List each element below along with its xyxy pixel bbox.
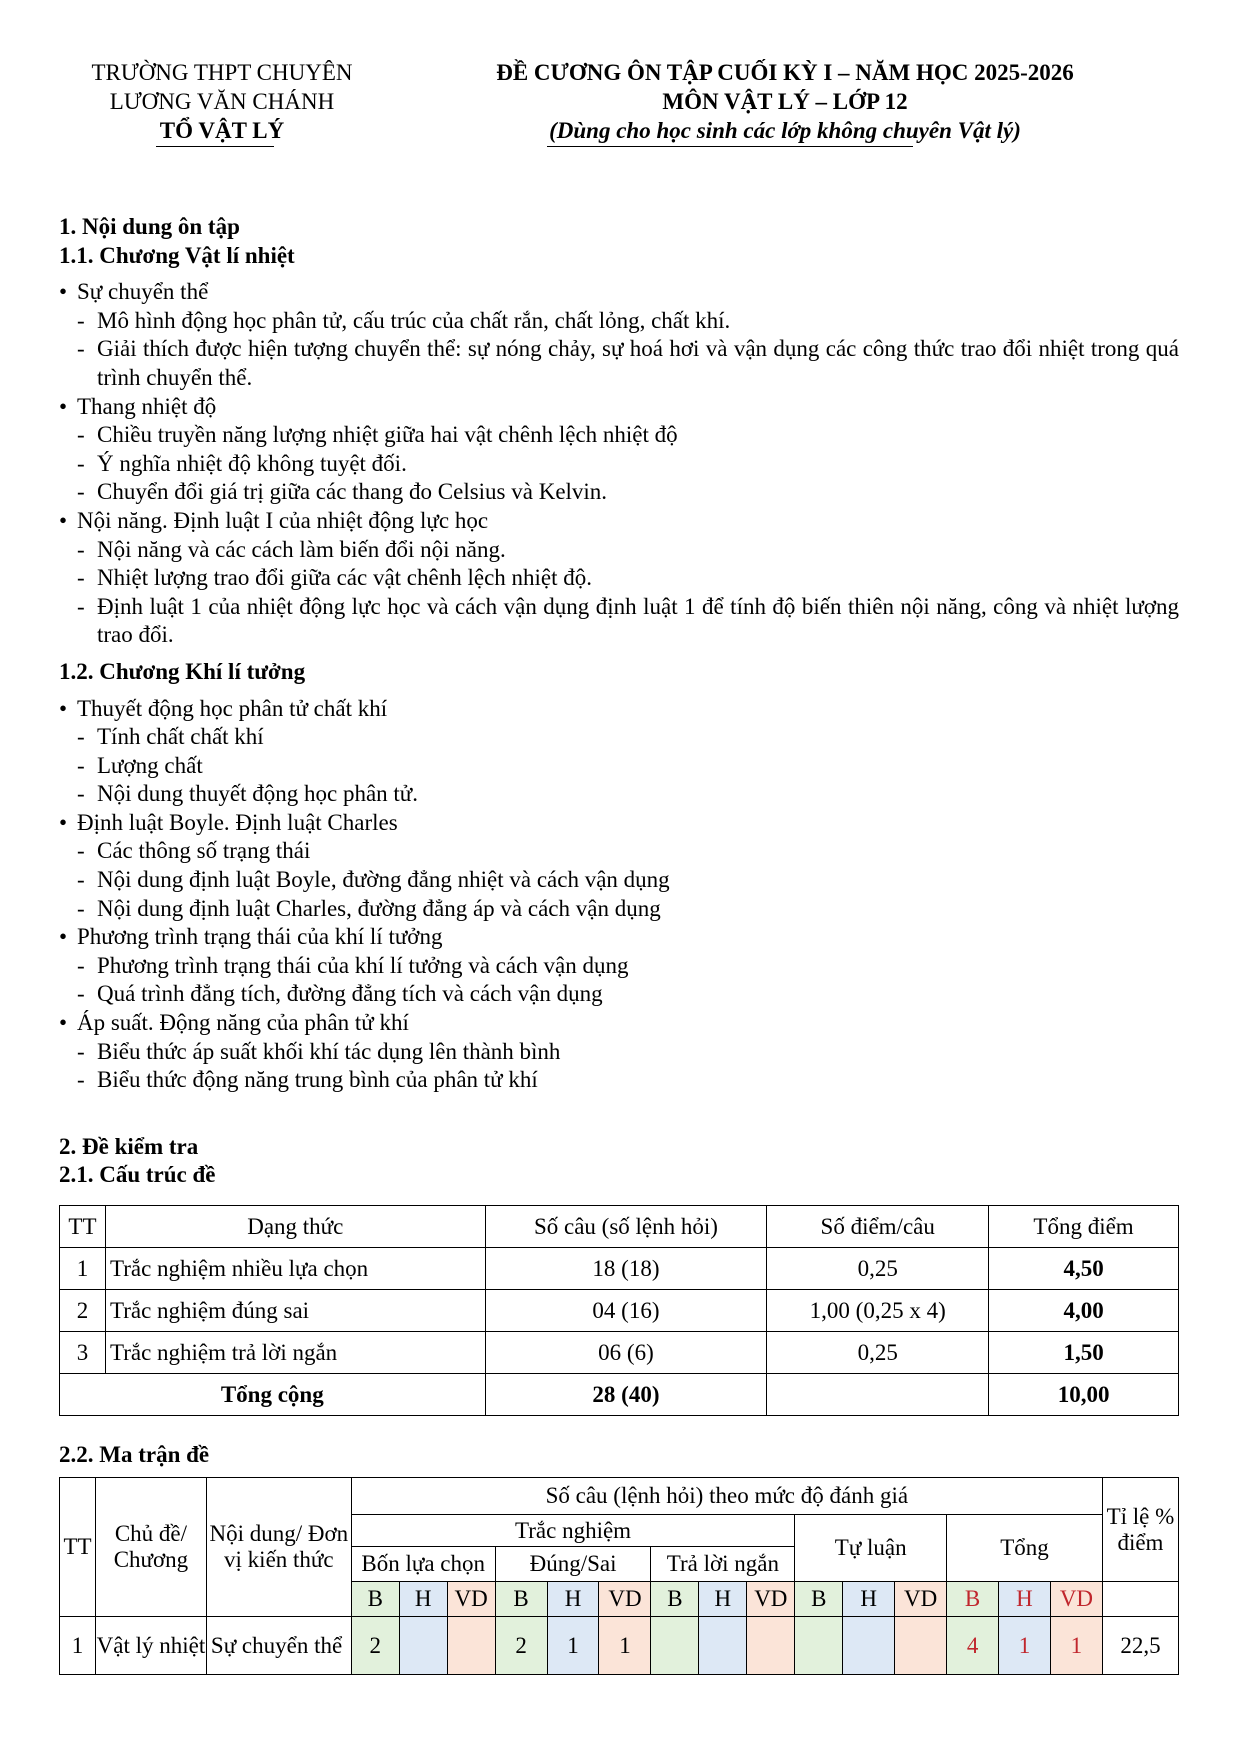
- empty-cell: [1102, 1582, 1178, 1617]
- topic-item: - Giải thích được hiện tượng chuyển thể: sự nóng chảy, sự hoá hơi và vận dụng các công thức trao đổi nhiệt trong quá trình chuyển thể.: [59, 335, 1179, 392]
- topic-item: - Tính chất chất khí: [59, 723, 1179, 752]
- document-title: ĐỀ CƯƠNG ÔN TẬP CUỐI KỲ I – NĂM HỌC 2025-2026: [496, 60, 1074, 85]
- topic-item: - Nội dung định luật Boyle, đường đẳng nhiệt và cách vận dụng: [59, 866, 1179, 895]
- header-cell: Nội dung/ Đơn vị kiến thức: [206, 1478, 351, 1617]
- header-cell: Tổng: [947, 1515, 1103, 1582]
- review-content: [59, 213, 1179, 1190]
- level-cell: VD: [895, 1582, 947, 1617]
- level-cell: VD: [1050, 1582, 1102, 1617]
- document-subject: MÔN VẬT LÝ – LỚP 12: [662, 89, 908, 114]
- subsection-title: 2.1. Cấu trúc đề: [59, 1162, 216, 1188]
- level-cell: H: [843, 1582, 895, 1617]
- question-type: Trắc nghiệm nhiều lựa chọn: [105, 1248, 485, 1290]
- topic-item: - Quá trình đẳng tích, đường đẳng tích và cách vận dụng: [59, 980, 1179, 1009]
- total-points: 1,50: [989, 1332, 1179, 1374]
- header-cell: TT: [60, 1206, 106, 1248]
- header-cell: Bốn lựa chọn: [351, 1547, 495, 1582]
- header-cell: Dạng thức: [105, 1206, 485, 1248]
- count-cell: [699, 1617, 747, 1675]
- department-underline: [156, 146, 274, 147]
- total-points: 4,50: [989, 1248, 1179, 1290]
- topic-item: - Biểu thức động năng trung bình của phân tử khí: [59, 1066, 1179, 1095]
- level-cell: B: [795, 1582, 843, 1617]
- count-cell: [795, 1617, 843, 1675]
- topic-item: - Phương trình trạng thái của khí lí tưởng và cách vận dụng: [59, 952, 1179, 981]
- points-per-question: 1,00 (0,25 x 4): [767, 1290, 989, 1332]
- document-note: (Dùng cho học sinh các lớp không chuyên Vật lý): [549, 118, 1021, 143]
- level-cell: H: [699, 1582, 747, 1617]
- count-cell: [843, 1617, 895, 1675]
- question-count: 06 (6): [485, 1332, 767, 1374]
- count-cell: [651, 1617, 699, 1675]
- chapter-title: 1.1. Chương Vật lí nhiệt: [59, 242, 295, 268]
- count-cell: [447, 1617, 495, 1675]
- level-cell: H: [547, 1582, 599, 1617]
- topic-item: - Định luật 1 của nhiệt động lực học và cách vận dụng định luật 1 để tính độ biến thiên nội năng, công và nhiệt lượng trao đổi.: [59, 593, 1179, 650]
- topic-bullet: • Thang nhiệt độ: [59, 393, 1179, 422]
- chapter-title: 1.2. Chương Khí lí tưởng: [59, 658, 306, 684]
- level-cell: B: [947, 1582, 999, 1617]
- school-name-line2: LƯƠNG VĂN CHÁNH: [109, 89, 335, 114]
- topic-bullet: • Áp suất. Động năng của phân tử khí: [59, 1009, 1179, 1038]
- header-cell: Trả lời ngắn: [651, 1547, 795, 1582]
- count-cell: 2: [495, 1617, 547, 1675]
- total-count-cell: 4: [947, 1617, 999, 1675]
- level-cell: B: [495, 1582, 547, 1617]
- topic-cell: Vật lý nhiệt: [95, 1617, 206, 1675]
- topic-item: - Các thông số trạng thái: [59, 837, 1179, 866]
- department-name: TỔ VẬT LÝ: [159, 118, 285, 143]
- topic-bullet: • Phương trình trạng thái của khí lí tưởng: [59, 923, 1179, 952]
- header-cell: Số câu (số lệnh hỏi): [485, 1206, 767, 1248]
- question-type: Trắc nghiệm đúng sai: [105, 1290, 485, 1332]
- table-row: [60, 1332, 1179, 1374]
- total-questions: 28 (40): [485, 1374, 767, 1416]
- topic-bullet: • Sự chuyển thể: [59, 278, 1179, 307]
- content-cell: Sự chuyển thể: [206, 1617, 351, 1675]
- table-total-row: [60, 1374, 1179, 1416]
- question-count: 18 (18): [485, 1248, 767, 1290]
- count-cell: [747, 1617, 795, 1675]
- count-cell: [895, 1617, 947, 1675]
- header-cell: TT: [60, 1478, 96, 1617]
- header-cell: Chủ đề/ Chương: [95, 1478, 206, 1617]
- level-cell: H: [399, 1582, 447, 1617]
- topic-item: - Biểu thức áp suất khối khí tác dụng lên thành bình: [59, 1038, 1179, 1067]
- question-count: 04 (16): [485, 1290, 767, 1332]
- count-cell: [399, 1617, 447, 1675]
- title-underline: [547, 146, 913, 147]
- topic-item: - Nội năng và các cách làm biến đổi nội năng.: [59, 536, 1179, 565]
- header-cell: Tổng điểm: [989, 1206, 1179, 1248]
- header-cell: Tự luận: [795, 1515, 947, 1582]
- subsection-title: 2.2. Ma trận đề: [59, 1442, 210, 1467]
- table-row: [60, 1290, 1179, 1332]
- ratio-cell: 22,5: [1102, 1617, 1178, 1675]
- level-cell: VD: [747, 1582, 795, 1617]
- row-number: 1: [60, 1617, 96, 1675]
- header-cell: Số câu (lệnh hỏi) theo mức độ đánh giá: [351, 1478, 1102, 1515]
- topic-bullet: • Nội năng. Định luật I của nhiệt động lực học: [59, 507, 1179, 536]
- count-cell: 1: [599, 1617, 651, 1675]
- grand-total-points: 10,00: [989, 1374, 1179, 1416]
- topic-item: - Nội dung định luật Charles, đường đẳng áp và cách vận dụng: [59, 895, 1179, 924]
- count-cell: 2: [351, 1617, 399, 1675]
- row-number: 2: [60, 1290, 106, 1332]
- table-row: [60, 1248, 1179, 1290]
- level-cell: B: [651, 1582, 699, 1617]
- level-cell: B: [351, 1582, 399, 1617]
- count-cell: 1: [547, 1617, 599, 1675]
- header-cell: Đúng/Sai: [495, 1547, 651, 1582]
- topic-item: - Ý nghĩa nhiệt độ không tuyệt đối.: [59, 450, 1179, 479]
- topic-item: - Chuyển đổi giá trị giữa các thang đo Celsius và Kelvin.: [59, 478, 1179, 507]
- empty-cell: [767, 1374, 989, 1416]
- total-count-cell: 1: [1050, 1617, 1102, 1675]
- school-header: [62, 58, 382, 145]
- points-per-question: 0,25: [767, 1248, 989, 1290]
- header-cell: Trắc nghiệm: [351, 1515, 795, 1547]
- topic-bullet: • Thuyết động học phân tử chất khí: [59, 695, 1179, 724]
- topic-item: - Chiều truyền năng lượng nhiệt giữa hai vật chênh lệch nhiệt độ: [59, 421, 1179, 450]
- row-number: 1: [60, 1248, 106, 1290]
- section-title: 2. Đề kiểm tra: [59, 1133, 199, 1159]
- table-header-row: [60, 1206, 1179, 1248]
- header-cell: Số điểm/câu: [767, 1206, 989, 1248]
- total-count-cell: 1: [999, 1617, 1051, 1675]
- total-points: 4,00: [989, 1290, 1179, 1332]
- row-number: 3: [60, 1332, 106, 1374]
- topic-item: - Mô hình động học phân tử, cấu trúc của chất rắn, chất lỏng, chất khí.: [59, 307, 1179, 336]
- total-label: Tổng cộng: [60, 1374, 486, 1416]
- exam-structure-table: [59, 1205, 1179, 1416]
- school-name-line1: TRƯỜNG THPT CHUYÊN: [91, 60, 353, 85]
- level-cell: VD: [599, 1582, 651, 1617]
- topic-bullet: • Định luật Boyle. Định luật Charles: [59, 809, 1179, 838]
- level-cell: H: [999, 1582, 1051, 1617]
- topic-item: - Lượng chất: [59, 752, 1179, 781]
- table-row: [60, 1617, 1179, 1675]
- level-cell: VD: [447, 1582, 495, 1617]
- exam-matrix-table: [59, 1477, 1179, 1675]
- matrix-header-row: [60, 1478, 1179, 1515]
- document-header: [392, 58, 1178, 145]
- header-cell: Tỉ lệ % điểm: [1102, 1478, 1178, 1582]
- points-per-question: 0,25: [767, 1332, 989, 1374]
- question-type: Trắc nghiệm trả lời ngắn: [105, 1332, 485, 1374]
- section-title: 1. Nội dung ôn tập: [59, 214, 240, 239]
- topic-item: - Nội dung thuyết động học phân tử.: [59, 780, 1179, 809]
- topic-item: - Nhiệt lượng trao đổi giữa các vật chênh lệch nhiệt độ.: [59, 564, 1179, 593]
